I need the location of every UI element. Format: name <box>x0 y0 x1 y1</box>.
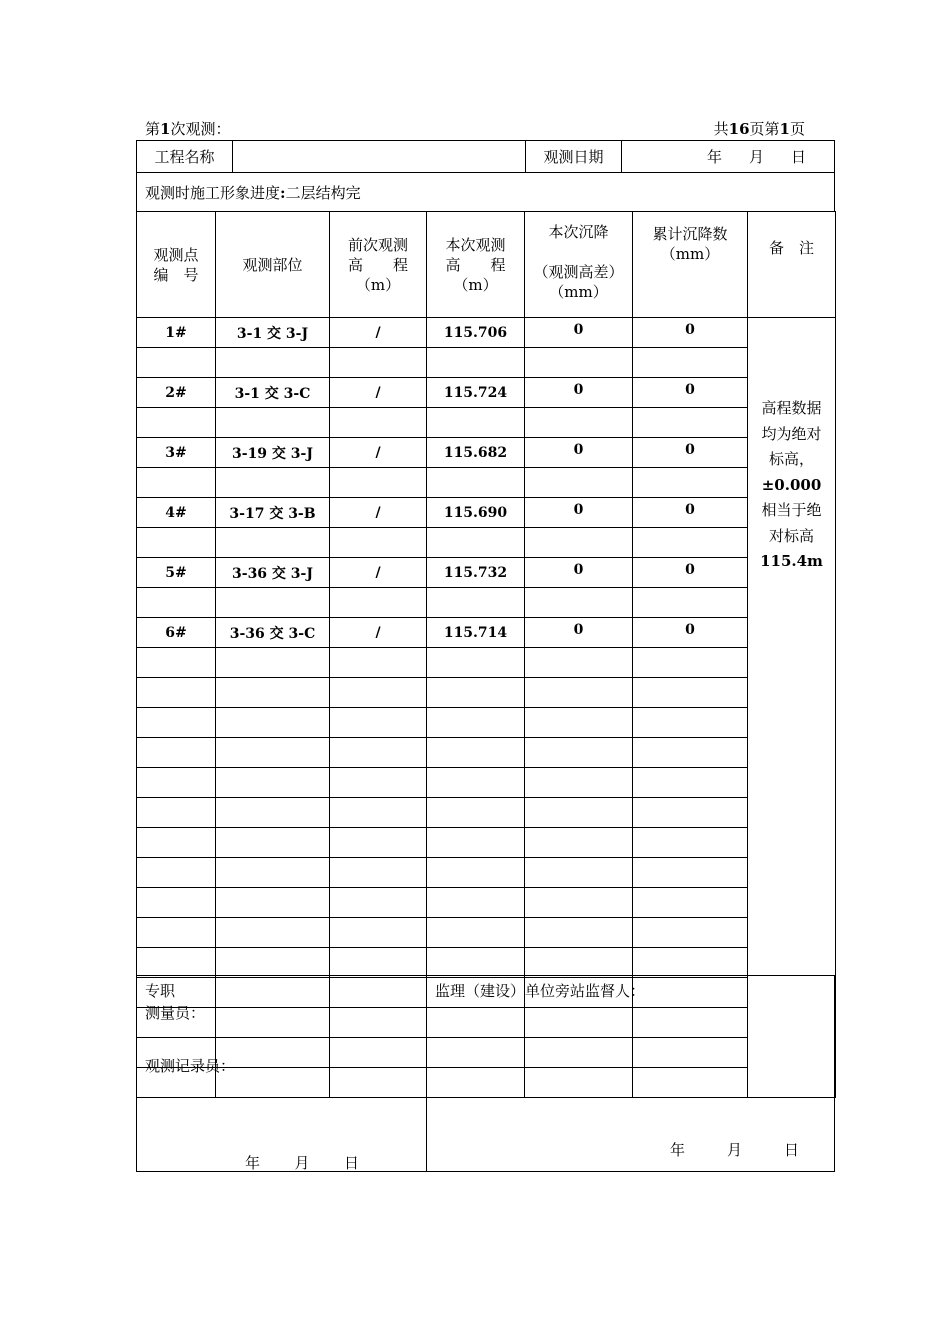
point-no-cell <box>137 858 216 888</box>
table-row <box>137 948 836 978</box>
cumulative-cell <box>633 528 748 558</box>
curr-elevation-cell <box>427 708 525 738</box>
settlement-cell <box>525 918 633 948</box>
prev-elevation-cell <box>330 708 427 738</box>
point-no-cell <box>137 528 216 558</box>
prev-elevation-cell: / <box>330 438 427 468</box>
table-row <box>137 558 836 588</box>
table-row <box>137 438 836 468</box>
table-row <box>137 738 836 768</box>
settlement-cell <box>525 888 633 918</box>
settlement-cell <box>525 468 633 498</box>
point-no-cell <box>137 948 216 978</box>
curr-elevation-cell <box>427 918 525 948</box>
observation-date-value: 年 月 日 <box>622 141 835 173</box>
curr-elevation-cell <box>427 588 525 618</box>
point-no-cell <box>137 408 216 438</box>
curr-elevation-cell <box>427 948 525 978</box>
remark-line: 对标高 <box>768 526 814 545</box>
point-no-cell <box>137 648 216 678</box>
location-cell <box>216 798 330 828</box>
cumulative-cell <box>633 798 748 828</box>
location-cell <box>216 948 330 978</box>
prev-elevation-cell <box>330 588 427 618</box>
cumulative-cell <box>633 648 748 678</box>
surveyor-label-1: 专职 <box>145 982 176 1000</box>
point-no-cell <box>137 738 216 768</box>
location-cell <box>216 708 330 738</box>
point-no-cell: 5# <box>137 558 216 588</box>
settlement-cell <box>525 588 633 618</box>
table-row <box>137 678 836 708</box>
col-curr-elevation: 本次观测 高 程 （m） <box>427 212 525 318</box>
table-row <box>137 798 836 828</box>
project-name-label: 工程名称 <box>137 141 233 173</box>
cumulative-cell: 0 <box>633 378 748 408</box>
point-no-cell: 4# <box>137 498 216 528</box>
curr-elevation-cell: 115.724 <box>427 378 525 408</box>
location-cell <box>216 888 330 918</box>
col-cumulative: 累计沉降数 （mm） <box>633 212 748 318</box>
settlement-cell: 0 <box>525 318 633 348</box>
curr-elevation-cell <box>427 888 525 918</box>
curr-elevation-cell <box>427 468 525 498</box>
cumulative-cell <box>633 918 748 948</box>
location-cell <box>216 678 330 708</box>
table-row <box>137 828 836 858</box>
col-location: 观测部位 <box>216 212 330 318</box>
cumulative-cell: 0 <box>633 438 748 468</box>
cumulative-cell: 0 <box>633 558 748 588</box>
settlement-cell: 0 <box>525 558 633 588</box>
cumulative-cell <box>633 408 748 438</box>
prev-elevation-cell <box>330 948 427 978</box>
curr-elevation-cell <box>427 348 525 378</box>
prev-elevation-cell <box>330 918 427 948</box>
curr-elevation-cell <box>427 678 525 708</box>
prev-elevation-cell: / <box>330 558 427 588</box>
curr-elevation-cell <box>427 648 525 678</box>
settlement-table <box>136 211 836 1098</box>
location-cell <box>216 918 330 948</box>
point-no-cell <box>137 768 216 798</box>
cumulative-cell <box>633 708 748 738</box>
construction-progress: 观测时施工形象进度:二层结构完 <box>137 173 835 212</box>
cumulative-cell <box>633 348 748 378</box>
cumulative-cell: 0 <box>633 498 748 528</box>
table-row <box>137 318 836 348</box>
progress-table <box>136 172 835 212</box>
header-line <box>145 118 805 138</box>
prev-elevation-cell <box>330 468 427 498</box>
project-info-table <box>136 140 835 173</box>
table-row <box>137 408 836 438</box>
table-row <box>137 348 836 378</box>
point-no-cell: 6# <box>137 618 216 648</box>
curr-elevation-cell <box>427 858 525 888</box>
prev-elevation-cell: / <box>330 498 427 528</box>
prev-elevation-cell <box>330 798 427 828</box>
point-no-cell <box>137 708 216 738</box>
settlement-cell <box>525 738 633 768</box>
location-cell <box>216 768 330 798</box>
table-row <box>137 528 836 558</box>
project-name-value <box>233 141 526 173</box>
cumulative-cell <box>633 948 748 978</box>
prev-elevation-cell <box>330 648 427 678</box>
curr-elevation-cell: 115.682 <box>427 438 525 468</box>
page-counter: 共16页第1页 <box>713 120 805 138</box>
settlement-cell <box>525 528 633 558</box>
prev-elevation-cell: / <box>330 378 427 408</box>
cumulative-cell <box>633 678 748 708</box>
point-no-cell: 2# <box>137 378 216 408</box>
prev-elevation-cell: / <box>330 618 427 648</box>
col-prev-elevation: 前次观测 高 程 （m） <box>330 212 427 318</box>
location-cell <box>216 648 330 678</box>
surveyor-label-2: 测量员： <box>145 1004 206 1022</box>
prev-elevation-cell <box>330 828 427 858</box>
curr-elevation-cell <box>427 528 525 558</box>
surveyor-signature-cell <box>137 976 427 1172</box>
supervisor-label: 监理（建设）单位旁站监督人： <box>435 982 646 1000</box>
curr-elevation-cell <box>427 798 525 828</box>
curr-elevation-cell <box>427 738 525 768</box>
point-no-cell <box>137 348 216 378</box>
table-row <box>137 588 836 618</box>
settlement-cell <box>525 828 633 858</box>
location-cell: 3-1 交 3-J <box>216 318 330 348</box>
curr-elevation-cell <box>427 408 525 438</box>
settlement-cell <box>525 798 633 828</box>
cumulative-cell: 0 <box>633 618 748 648</box>
location-cell: 3-19 交 3-J <box>216 438 330 468</box>
settlement-cell <box>525 348 633 378</box>
signature-table <box>136 975 835 1172</box>
prev-elevation-cell: / <box>330 318 427 348</box>
prev-elevation-cell <box>330 738 427 768</box>
table-row <box>137 768 836 798</box>
recorder-label: 观测记录员： <box>145 1057 236 1075</box>
point-no-cell: 3# <box>137 438 216 468</box>
prev-elevation-cell <box>330 678 427 708</box>
cumulative-cell: 0 <box>633 318 748 348</box>
settlement-cell <box>525 948 633 978</box>
curr-elevation-cell: 115.690 <box>427 498 525 528</box>
cumulative-cell <box>633 828 748 858</box>
table-row <box>137 708 836 738</box>
curr-elevation-cell <box>427 828 525 858</box>
remark-line: 标高， <box>768 450 814 468</box>
point-no-cell <box>137 678 216 708</box>
settlement-cell <box>525 408 633 438</box>
remark-line: 高程数据 <box>761 399 822 417</box>
point-no-cell <box>137 468 216 498</box>
curr-elevation-cell: 115.732 <box>427 558 525 588</box>
location-cell <box>216 828 330 858</box>
location-cell <box>216 348 330 378</box>
curr-elevation-cell: 115.714 <box>427 618 525 648</box>
location-cell <box>216 528 330 558</box>
settlement-cell: 0 <box>525 438 633 468</box>
cumulative-cell <box>633 768 748 798</box>
point-no-cell <box>137 588 216 618</box>
table-row <box>137 888 836 918</box>
cumulative-cell <box>633 738 748 768</box>
location-cell <box>216 408 330 438</box>
cumulative-cell <box>633 588 748 618</box>
prev-elevation-cell <box>330 408 427 438</box>
location-cell <box>216 468 330 498</box>
settlement-cell <box>525 648 633 678</box>
remark-line: ±0.000 <box>761 475 822 494</box>
settlement-cell <box>525 768 633 798</box>
settlement-cell <box>525 708 633 738</box>
point-no-cell <box>137 918 216 948</box>
prev-elevation-cell <box>330 858 427 888</box>
curr-elevation-cell: 115.706 <box>427 318 525 348</box>
location-cell <box>216 738 330 768</box>
curr-elevation-cell <box>427 768 525 798</box>
point-no-cell: 1# <box>137 318 216 348</box>
col-remarks: 备 注 <box>748 212 836 318</box>
location-cell: 3-36 交 3-J <box>216 558 330 588</box>
location-cell <box>216 858 330 888</box>
point-no-cell <box>137 888 216 918</box>
cumulative-cell <box>633 858 748 888</box>
table-row <box>137 468 836 498</box>
table-row <box>137 618 836 648</box>
col-settlement: 本次沉降 （观测高差） （mm） <box>525 212 633 318</box>
supervisor-signature-cell <box>427 976 835 1172</box>
prev-elevation-cell <box>330 768 427 798</box>
right-date: 年 月 日 <box>670 1141 800 1159</box>
settlement-cell <box>525 678 633 708</box>
col-point-no: 观测点 编 号 <box>137 212 216 318</box>
point-no-cell <box>137 798 216 828</box>
table-row <box>137 498 836 528</box>
cumulative-cell <box>633 888 748 918</box>
location-cell: 3-17 交 3-B <box>216 498 330 528</box>
settlement-cell <box>525 858 633 888</box>
table-row <box>137 918 836 948</box>
point-no-cell <box>137 828 216 858</box>
prev-elevation-cell <box>330 528 427 558</box>
cumulative-cell <box>633 468 748 498</box>
location-cell: 3-36 交 3-C <box>216 618 330 648</box>
prev-elevation-cell <box>330 888 427 918</box>
location-cell <box>216 588 330 618</box>
table-row <box>137 378 836 408</box>
table-row <box>137 858 836 888</box>
settlement-cell: 0 <box>525 498 633 528</box>
table-row <box>137 648 836 678</box>
prev-elevation-cell <box>330 348 427 378</box>
settlement-cell: 0 <box>525 618 633 648</box>
settlement-cell: 0 <box>525 378 633 408</box>
remark-line: 115.4m <box>760 552 823 570</box>
remark-line: 相当于绝 <box>761 501 822 519</box>
location-cell: 3-1 交 3-C <box>216 378 330 408</box>
observation-count: 第1次观测： <box>145 120 231 138</box>
observation-date-label: 观测日期 <box>526 141 622 173</box>
remark-line: 均为绝对 <box>761 424 822 443</box>
left-date: 年 月 日 <box>245 1154 360 1172</box>
column-header-row <box>137 212 836 318</box>
